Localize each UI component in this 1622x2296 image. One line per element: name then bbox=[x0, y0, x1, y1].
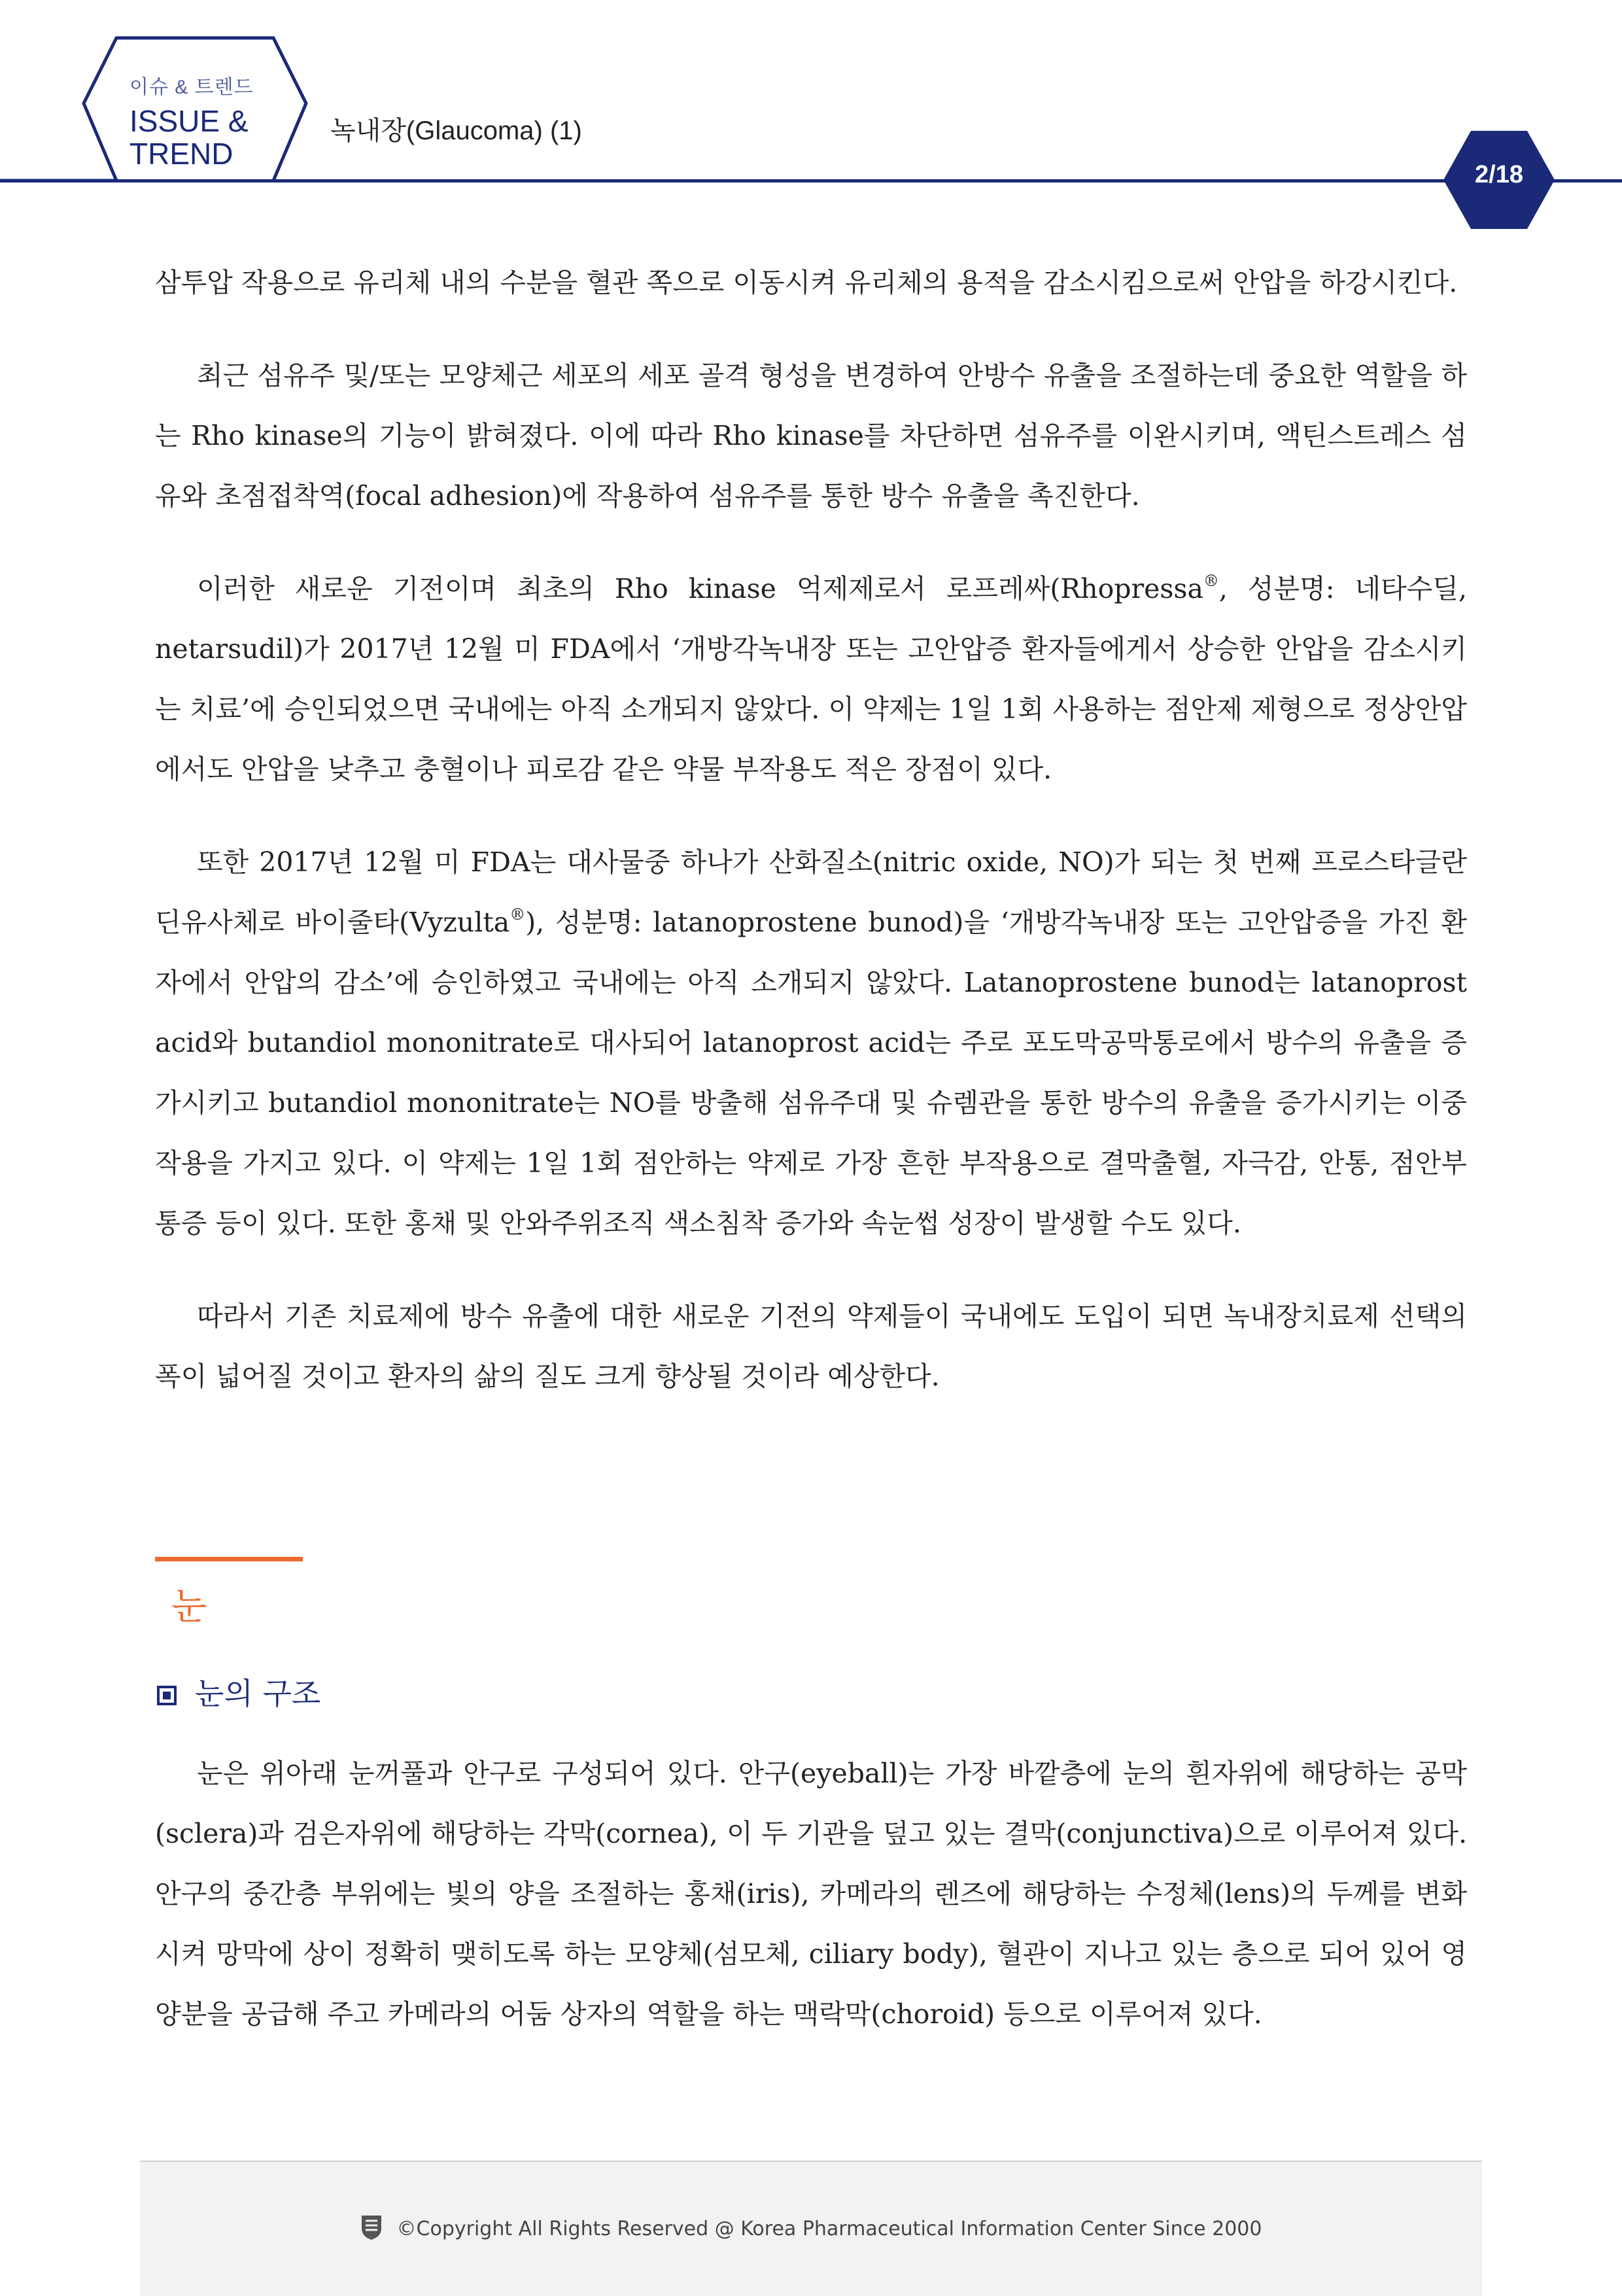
paragraph: 이러한 새로운 기전이며 최초의 Rho kinase 억제제로서 로프레싸(Rhopressa®, 성분명: 네타수딜, netarsudil)가 2017년 12월 미 FDA에서 ‘개방각녹내장 또는 고안압증 환자들에게서 상승한 안압을 감소시키는 치료’에 승인되었으면 국내에는 아직 소개되지 않았다. 이 약제는 1일 1회 사용하는 점안제 제형으로 정상안압에서도 안압을 낮추고 충혈이나 피로감 같은 약물 부작용도 적은 장점이 있다. bbox=[155, 572, 1468, 785]
kpic-emblem-icon bbox=[360, 2214, 383, 2240]
body-text-upper bbox=[155, 252, 1467, 1406]
document-title: 녹내장(Glaucoma) (1) bbox=[330, 116, 582, 145]
paragraph: 눈은 위아래 눈꺼풀과 안구로 구성되어 있다. 안구(eyeball)는 가장 바깥층에 눈의 흰자위에 해당하는 공막(sclera)과 검은자위에 해당하는 각막(cornea), 이 두 기관을 덮고 있는 결막(conjunctiva)으로 이루어져 있다. 안구의 중간층 부위에는 빛의 양을 조절하는 홍채(iris), 카메라의 렌즈에 해당하는 수정체(lens)의 두께를 변화시켜 망막에 상이 정확히 맺히도록 하는 모양체(섬모체, ciliary body), 혈관이 지나고 있는 층으로 되어 있어 영양분을 공급해 주고 카메라의 어둠 상자의 역할을 하는 맥락막(choroid) 등으로 이루어져 있다. bbox=[155, 1758, 1467, 2030]
paragraph: 삼투압 작용으로 유리체 내의 수분을 혈관 쪽으로 이동시켜 유리체의 용적을 감소시킴으로써 안압을 하강시킨다. bbox=[155, 267, 1458, 298]
registered-mark: ® bbox=[509, 905, 526, 924]
subsection-heading bbox=[157, 1670, 320, 1713]
paragraph: 따라서 기존 치료제에 방수 유출에 대한 새로운 기전의 약제들이 국내에도 도입이 되면 녹내장치료제 선택의 폭이 넓어질 것이고 환자의 삶의 질도 크게 향상될 것이라 예상한다. bbox=[155, 1300, 1467, 1392]
copyright-text: ©Copyright All Rights Reserved @ Korea Pharmaceutical Information Center Since 2000 bbox=[396, 2218, 1262, 2240]
logo-line-trend: TREND bbox=[129, 137, 233, 171]
logo-korean-label: 이슈 & 트렌드 bbox=[129, 77, 254, 98]
footer-copyright-line bbox=[140, 2214, 1482, 2240]
section-title: 눈 bbox=[171, 1586, 207, 1628]
body-text-lower bbox=[155, 1743, 1467, 2044]
page-number: 2/18 bbox=[1475, 161, 1523, 188]
square-bullet-icon bbox=[157, 1686, 177, 1705]
paragraph: 또한 2017년 12월 미 FDA는 대사물중 하나가 산화질소(nitric oxide, NO)가 되는 첫 번째 프로스타글란딘유사체로 바이줄타(Vyzulta®), 성분명: latanoprostene bunod)을 ‘개방각녹내장 또는 고안압증을 가진 환자에서 안압의 감소’에 승인하였고 국내에는 아직 소개되지 않았다. Latanoprostene bunod는 latanoprost acid와 butandiol mononitrate로 대사되어 latanoprost acid는 주로 포도막공막통로에서 방수의 유출을 증가시키고 butandiol mononitrate는 NO를 방출해 섬유주대 및 슈렘관을 통한 방수의 유출을 증가시키는 이중 작용을 가지고 있다. 이 약제는 1일 1회 점안하는 약제로 가장 흔한 부작용으로 결막출혈, 자극감, 안통, 점안부 통증 등이 있다. 또한 홍채 및 안와주위조직 색소침착 증가와 속눈썹 성장이 발생할 수도 있다. bbox=[155, 846, 1467, 1239]
paragraph: 최근 섬유주 및/또는 모양체근 세포의 세포 골격 형성을 변경하여 안방수 유출을 조절하는데 중요한 역할을 하는 Rho kinase의 기능이 밝혀졌다. 이에 따라 Rho kinase를 차단하면 섬유주를 이완시키며, 액틴스트레스 섬유와 초점접착역(focal adhesion)에 작용하여 섬유주를 통한 방수 유출을 촉진한다. bbox=[155, 360, 1467, 512]
registered-mark: ® bbox=[1203, 572, 1219, 590]
footer bbox=[140, 2161, 1482, 2296]
header-rule bbox=[0, 179, 1622, 183]
logo-line-issue: ISSUE & bbox=[129, 104, 249, 138]
subsection-heading-label: 눈의 구조 bbox=[195, 1676, 321, 1711]
section-accent-bar bbox=[155, 1557, 303, 1561]
